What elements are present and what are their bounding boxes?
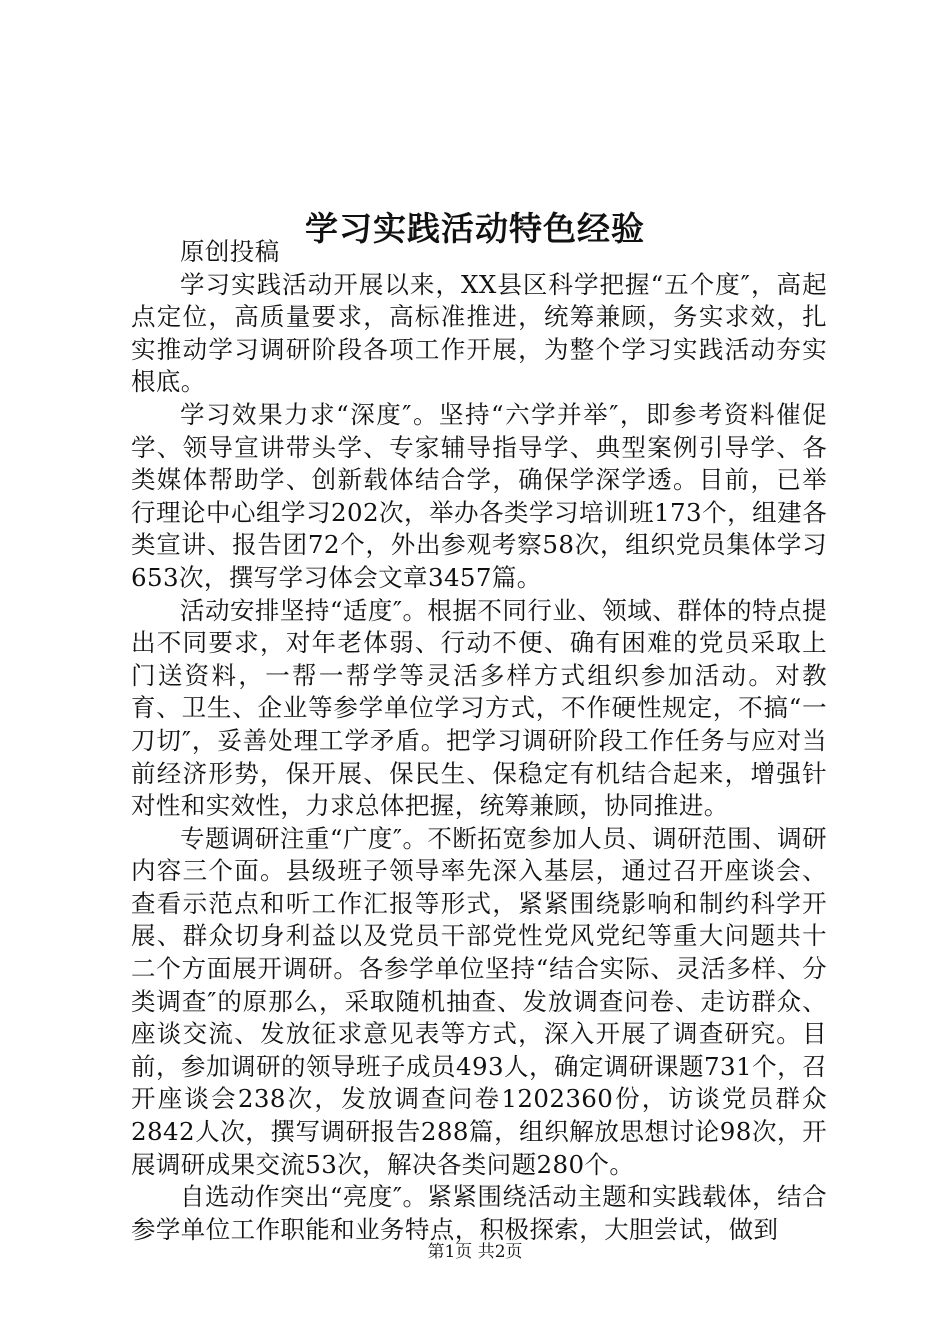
paragraph-depth: 学习效果力求“深度″。坚持“六学并举″，即参考资料催促学、领导宣讲带头学、专家辅导指导学、典型案例引导学、各类媒体帮助学、创新载体结合学，确保学深学透。目前，已举行理论中心组学习202次，举办各类学习培训班173个，组建各类宣讲、报告团72个，外出参观考察58次，组织党员集体学习653次，撰写学习体会文章3457篇。 [131,399,827,592]
document-title: 学习实践活动特色经验 [305,209,645,249]
paragraph-intro: 学习实践活动开展以来，XX县区科学把握“五个度″，高起点定位，高质量要求，高标准推进，统筹兼顾，务实求效，扎实推动学习调研阶段各项工作开展，为整个学习实践活动夯实根底。 [131,269,827,397]
byline: 原创投稿 [180,237,280,266]
paragraph-breadth: 专题调研注重“广度″。不断拓宽参加人员、调研范围、调研内容三个面。县级班子领导率先深入基层，通过召开座谈会、查看示范点和听工作汇报等形式，紧紧围绕影响和制约科学开展、群众切身利益以及党员干部党性党风党纪等重大问题共十二个方面展开调研。各参学单位坚持“结合实际、灵活多样、分类调查″的原那么，采取随机抽查、发放调查问卷、走访群众、座谈交流、发放征求意见表等方式，深入开展了调查研究。目前，参加调研的领导班子成员493人，确定调研课题731个，召开座谈会238次，发放调查问卷1202360份，访谈党员群众2842人次，撰写调研报告288篇，组织解放思想讨论98次，开展调研成果交流53次，解决各类问题280个。 [131,823,827,1179]
paragraph-brightness: 自选动作突出“亮度″。紧紧围绕活动主题和实践载体，结合参学单位工作职能和业务特点，积极探索，大胆尝试，做到 [131,1182,827,1244]
paragraph-moderation: 活动安排坚持“适度″。根据不同行业、领域、群体的特点提出不同要求，对年老体弱、行动不便、确有困难的党员采取上门送资料，一帮一帮学等灵活多样方式组织参加活动。对教育、卫生、企业等参学单位学习方式，不作硬性规定，不搞“一刀切″，妥善处理工学矛盾。把学习调研阶段工作任务与应对当前经济形势，保开展、保民生、保稳定有机结合起来，增强针对性和实效性，力求总体把握，统筹兼顾，协同推进。 [131,595,827,821]
page-number-footer: 第1页 共2页 [427,1242,523,1262]
document-body [131,236,827,1246]
